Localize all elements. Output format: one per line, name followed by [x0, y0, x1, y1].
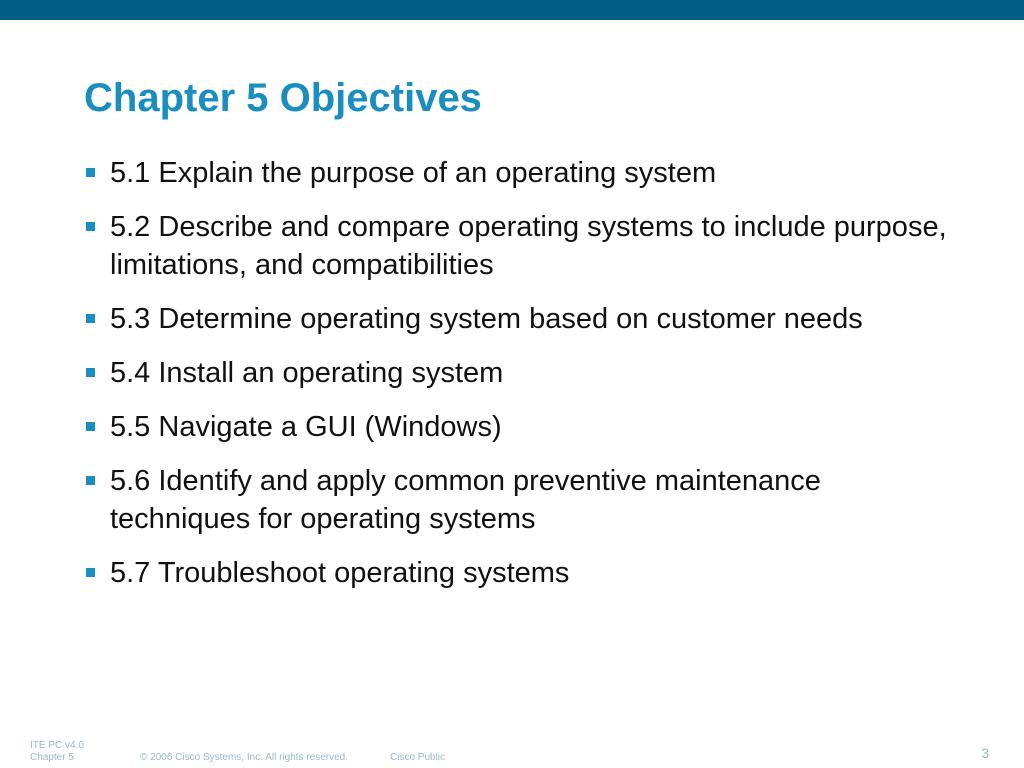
objective-item	[84, 208, 964, 284]
objective-item	[84, 300, 964, 338]
objective-text: 5.3 Determine operating system based on customer needs	[110, 303, 863, 335]
square-bullet-icon	[86, 314, 95, 323]
square-bullet-icon	[86, 422, 95, 431]
square-bullet-icon	[86, 168, 95, 177]
footer-course-info	[30, 740, 84, 764]
objective-text: 5.6 Identify and apply common preventive maintenance techniques for operating systems	[110, 465, 821, 535]
objective-item	[84, 554, 964, 592]
square-bullet-icon	[86, 568, 95, 577]
page-number: 3	[981, 745, 989, 761]
slide-footer	[0, 735, 1024, 768]
objective-text: 5.7 Troubleshoot operating systems	[110, 557, 570, 589]
footer-classification: Cisco Public	[390, 752, 446, 763]
square-bullet-icon	[86, 476, 95, 485]
top-banner-bar	[0, 0, 1024, 20]
objective-text: 5.2 Describe and compare operating systems to include purpose, limitations, and compatibilities	[110, 211, 947, 281]
square-bullet-icon	[86, 368, 95, 377]
slide-title: Chapter 5 Objectives	[84, 76, 482, 120]
square-bullet-icon	[86, 222, 95, 231]
objective-item	[84, 408, 964, 446]
objective-text: 5.5 Navigate a GUI (Windows)	[110, 411, 502, 443]
footer-copyright: © 2006 Cisco Systems, Inc. All rights reserved.	[140, 752, 349, 763]
objective-item	[84, 154, 964, 192]
objective-item	[84, 354, 964, 392]
objective-text: 5.1 Explain the purpose of an operating system	[110, 157, 717, 189]
footer-course: ITE PC v4.0	[30, 740, 84, 751]
objective-text: 5.4 Install an operating system	[110, 357, 504, 389]
objective-item	[84, 462, 964, 538]
footer-chapter: Chapter 5	[30, 752, 74, 763]
objectives-list	[84, 154, 964, 608]
